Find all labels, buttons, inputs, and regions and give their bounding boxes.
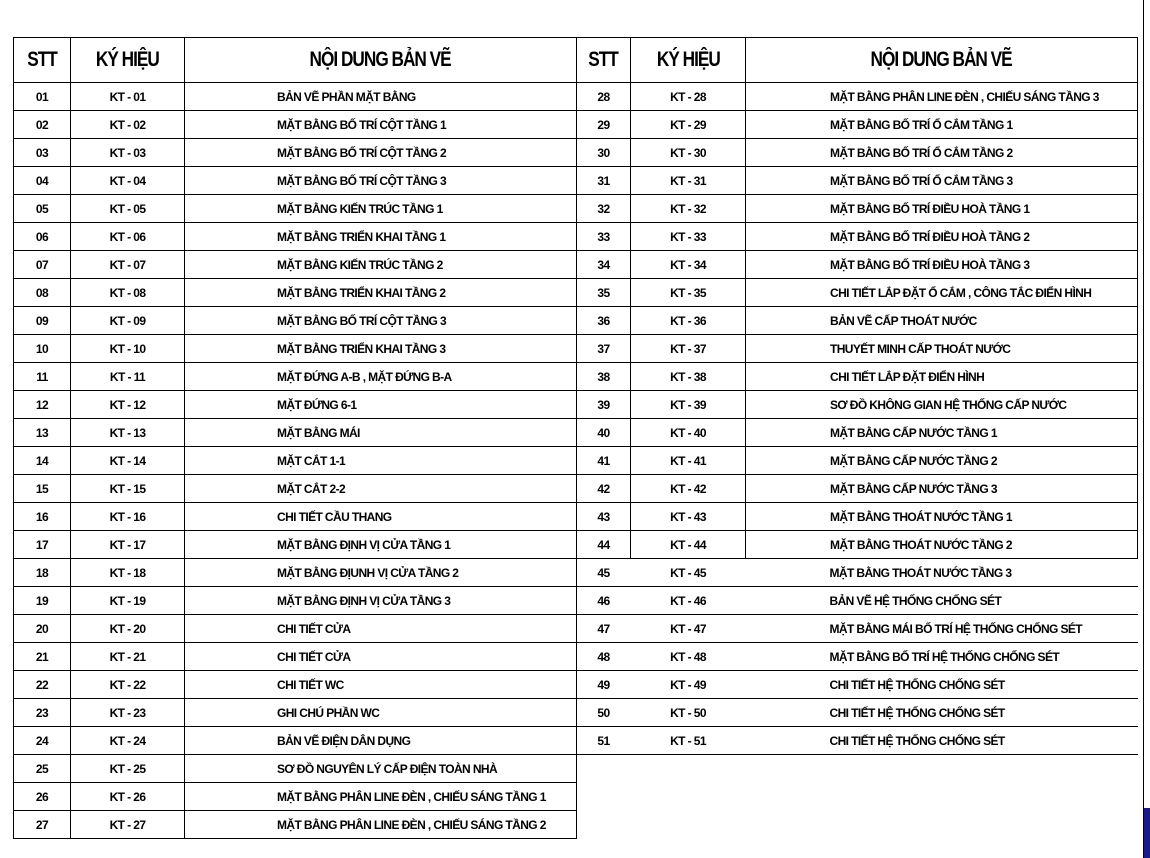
drawing-title: MẶT BẰNG CẤP NƯỚC TẦNG 3 xyxy=(746,475,1138,503)
drawing-title: CHI TIẾT CỬA xyxy=(185,615,577,643)
row-number: 08 xyxy=(14,279,71,307)
table-row xyxy=(14,615,577,643)
drawing-title: CHI TIẾT LẮP ĐẶT ĐIỂN HÌNH xyxy=(746,363,1138,391)
header-code-label: KÝ HIỆU xyxy=(656,48,720,71)
row-number: 51 xyxy=(577,727,631,755)
drawing-code: KT - 33 xyxy=(631,223,746,251)
drawing-title: MẶT BẰNG TRIỂN KHAI TẦNG 3 xyxy=(185,335,577,363)
table-row xyxy=(14,419,577,447)
drawing-title: GHI CHÚ PHẦN WC xyxy=(185,699,577,727)
drawing-title: MẶT BẰNG BỐ TRÍ CỘT TẦNG 3 xyxy=(185,167,577,195)
table-row xyxy=(577,587,1138,615)
drawing-code: KT - 37 xyxy=(631,335,746,363)
drawing-title: MẶT BẰNG ĐỊNH VỊ CỬA TẦNG 1 xyxy=(185,531,577,559)
table-row xyxy=(577,699,1138,727)
row-number: 41 xyxy=(577,447,631,475)
drawing-code: KT - 23 xyxy=(71,699,185,727)
header-content-label: NỘI DUNG BẢN VẼ xyxy=(309,48,452,71)
drawing-code: KT - 43 xyxy=(631,503,746,531)
drawing-title: MẶT ĐỨNG A-B , MẶT ĐỨNG B-A xyxy=(185,363,577,391)
row-number: 21 xyxy=(14,643,71,671)
row-number: 24 xyxy=(14,727,71,755)
table-row xyxy=(14,783,577,811)
table-row xyxy=(577,503,1138,531)
table-row xyxy=(577,363,1138,391)
row-number: 10 xyxy=(14,335,71,363)
header-row xyxy=(14,38,577,83)
table-row xyxy=(577,279,1138,307)
drawing-code: KT - 18 xyxy=(71,559,185,587)
table-row xyxy=(577,475,1138,503)
header-code-label: KÝ HIỆU xyxy=(96,48,159,71)
drawing-title: MẶT BẰNG BỐ TRÍ ĐIỀU HOÀ TẦNG 3 xyxy=(746,251,1138,279)
drawing-code: KT - 09 xyxy=(71,307,185,335)
drawing-code: KT - 12 xyxy=(71,391,185,419)
row-number: 12 xyxy=(14,391,71,419)
drawing-title: MẶT BẰNG BỐ TRÍ HỆ THỐNG CHỐNG SÉT xyxy=(746,643,1138,671)
drawing-code: KT - 03 xyxy=(71,139,185,167)
table-row xyxy=(14,503,577,531)
drawing-title: CHI TIẾT CỬA xyxy=(185,643,577,671)
row-number: 44 xyxy=(577,531,631,559)
table-row xyxy=(14,167,577,195)
drawing-code: KT - 44 xyxy=(631,531,746,559)
drawing-title: MẶT ĐỨNG 6-1 xyxy=(185,391,577,419)
header-content xyxy=(185,38,577,83)
table-row xyxy=(14,727,577,755)
table-row xyxy=(577,559,1138,587)
drawing-title: MẶT CẮT 1-1 xyxy=(185,447,577,475)
row-number: 31 xyxy=(577,167,631,195)
table-row xyxy=(14,363,577,391)
row-number: 05 xyxy=(14,195,71,223)
drawing-title: MẶT BẰNG THOÁT NƯỚC TẦNG 3 xyxy=(746,559,1138,587)
table-row xyxy=(577,111,1138,139)
drawing-code: KT - 14 xyxy=(71,447,185,475)
drawing-title: SƠ ĐỒ NGUYÊN LÝ CẤP ĐIỆN TOÀN NHÀ xyxy=(185,755,577,783)
drawing-title: MẶT BẰNG ĐỊUNH VỊ CỬA TẦNG 2 xyxy=(185,559,577,587)
header-stt xyxy=(14,38,71,83)
drawing-code: KT - 46 xyxy=(631,587,746,615)
row-number: 03 xyxy=(14,139,71,167)
table-row xyxy=(14,475,577,503)
row-number: 49 xyxy=(577,671,631,699)
table-row xyxy=(577,307,1138,335)
drawing-title: MẶT BẰNG BỐ TRÍ CỘT TẦNG 3 xyxy=(185,307,577,335)
drawing-title: BẢN VẼ ĐIỆN DÂN DỤNG xyxy=(185,727,577,755)
drawing-code: KT - 39 xyxy=(631,391,746,419)
table-row xyxy=(14,251,577,279)
row-number: 34 xyxy=(577,251,631,279)
drawing-title: CHI TIẾT HỆ THỐNG CHỐNG SÉT xyxy=(746,727,1138,755)
drawing-code: KT - 30 xyxy=(631,139,746,167)
drawing-title: MẶT BẰNG TRIỂN KHAI TẦNG 2 xyxy=(185,279,577,307)
drawing-code: KT - 36 xyxy=(631,307,746,335)
drawing-title: MẶT BẰNG BỐ TRÍ CỘT TẦNG 2 xyxy=(185,139,577,167)
drawing-title: MẶT BẰNG PHÂN LINE ĐÈN , CHIẾU SÁNG TẦNG 3 xyxy=(746,83,1138,111)
table-row xyxy=(577,139,1138,167)
drawing-title: CHI TIẾT WC xyxy=(185,671,577,699)
table-row xyxy=(577,83,1138,111)
header-stt-label: STT xyxy=(588,48,619,71)
drawing-code: KT - 40 xyxy=(631,419,746,447)
row-number: 35 xyxy=(577,279,631,307)
drawing-code: KT - 49 xyxy=(631,671,746,699)
drawing-code: KT - 05 xyxy=(71,195,185,223)
table-row xyxy=(14,587,577,615)
table-row xyxy=(577,671,1138,699)
table-row xyxy=(14,195,577,223)
row-number: 33 xyxy=(577,223,631,251)
drawing-code: KT - 38 xyxy=(631,363,746,391)
drawing-code: KT - 42 xyxy=(631,475,746,503)
drawing-code: KT - 10 xyxy=(71,335,185,363)
row-number: 23 xyxy=(14,699,71,727)
row-number: 06 xyxy=(14,223,71,251)
drawing-title: MẶT BẰNG MÁI xyxy=(185,419,577,447)
row-number: 02 xyxy=(14,111,71,139)
table-row xyxy=(14,559,577,587)
row-number: 13 xyxy=(14,419,71,447)
table-row xyxy=(14,83,577,111)
drawing-code: KT - 04 xyxy=(71,167,185,195)
table-row xyxy=(14,139,577,167)
drawing-title: MẶT BẰNG THOÁT NƯỚC TẦNG 2 xyxy=(746,531,1138,559)
row-number: 43 xyxy=(577,503,631,531)
table-row xyxy=(14,279,577,307)
drawing-code: KT - 27 xyxy=(71,811,185,839)
drawing-code: KT - 06 xyxy=(71,223,185,251)
table-row xyxy=(577,531,1138,559)
drawing-title: MẶT BẰNG PHÂN LINE ĐÈN , CHIẾU SÁNG TẦNG 1 xyxy=(185,783,577,811)
header-content xyxy=(746,38,1138,83)
row-number: 42 xyxy=(577,475,631,503)
drawing-title: BẢN VẼ PHẦN MẶT BẰNG xyxy=(185,83,577,111)
drawing-title: MẶT BẰNG ĐỊNH VỊ CỬA TẦNG 3 xyxy=(185,587,577,615)
drawing-title: BẢN VẼ CẤP THOÁT NƯỚC xyxy=(746,307,1138,335)
table-row xyxy=(14,111,577,139)
drawing-title: MẶT BẰNG CẤP NƯỚC TẦNG 1 xyxy=(746,419,1138,447)
row-number: 48 xyxy=(577,643,631,671)
row-number: 37 xyxy=(577,335,631,363)
header-stt xyxy=(577,38,631,83)
table-row xyxy=(14,811,577,839)
drawing-code: KT - 31 xyxy=(631,167,746,195)
drawing-title: MẶT BẰNG THOÁT NƯỚC TẦNG 1 xyxy=(746,503,1138,531)
header-code xyxy=(71,38,185,83)
drawing-title: MẶT BẰNG PHÂN LINE ĐÈN , CHIẾU SÁNG TẦNG 2 xyxy=(185,811,577,839)
drawing-code: KT - 51 xyxy=(631,727,746,755)
drawing-code: KT - 35 xyxy=(631,279,746,307)
drawing-title: MẶT BẰNG TRIỂN KHAI TẦNG 1 xyxy=(185,223,577,251)
drawing-title: CHI TIẾT HỆ THỐNG CHỐNG SÉT xyxy=(746,699,1138,727)
drawing-code: KT - 48 xyxy=(631,643,746,671)
row-number: 09 xyxy=(14,307,71,335)
drawing-title: MẶT BẰNG KIẾN TRÚC TẦNG 2 xyxy=(185,251,577,279)
drawing-code: KT - 32 xyxy=(631,195,746,223)
row-number: 14 xyxy=(14,447,71,475)
row-number: 01 xyxy=(14,83,71,111)
header-row xyxy=(577,38,1138,83)
header-stt-label: STT xyxy=(27,48,57,71)
drawing-title: MẶT BẰNG BỐ TRÍ CỘT TẦNG 1 xyxy=(185,111,577,139)
drawing-title: CHI TIẾT LẮP ĐẶT Ổ CẮM , CÔNG TẮC ĐIỂN HÌNH xyxy=(746,279,1138,307)
drawing-title: MẶT BẰNG BỐ TRÍ Ổ CẮM TẦNG 2 xyxy=(746,139,1138,167)
drawing-code: KT - 47 xyxy=(631,615,746,643)
table-row xyxy=(14,223,577,251)
row-number: 18 xyxy=(14,559,71,587)
drawing-code: KT - 29 xyxy=(631,111,746,139)
header-content-label: NỘI DUNG BẢN VẼ xyxy=(870,48,1013,71)
table-row xyxy=(14,335,577,363)
drawing-title: MẶT BẰNG BỐ TRÍ Ổ CẮM TẦNG 1 xyxy=(746,111,1138,139)
page-edge-line xyxy=(1143,0,1144,858)
row-number: 27 xyxy=(14,811,71,839)
table-row xyxy=(577,643,1138,671)
row-number: 11 xyxy=(14,363,71,391)
drawing-code: KT - 11 xyxy=(71,363,185,391)
table-row xyxy=(14,755,577,783)
table-row xyxy=(14,699,577,727)
row-number: 39 xyxy=(577,391,631,419)
row-number: 36 xyxy=(577,307,631,335)
row-number: 25 xyxy=(14,755,71,783)
table-row xyxy=(577,251,1138,279)
drawing-title: BẢN VẼ HỆ THỐNG CHỐNG SÉT xyxy=(746,587,1138,615)
table-row xyxy=(577,419,1138,447)
row-number: 30 xyxy=(577,139,631,167)
drawing-code: KT - 07 xyxy=(71,251,185,279)
drawing-code: KT - 15 xyxy=(71,475,185,503)
drawing-code: KT - 22 xyxy=(71,671,185,699)
drawing-code: KT - 13 xyxy=(71,419,185,447)
drawing-list-right xyxy=(576,37,1138,755)
drawing-code: KT - 45 xyxy=(631,559,746,587)
drawing-code: KT - 24 xyxy=(71,727,185,755)
table-row xyxy=(577,447,1138,475)
drawing-code: KT - 25 xyxy=(71,755,185,783)
drawing-title: THUYẾT MINH CẤP THOÁT NƯỚC xyxy=(746,335,1138,363)
table-row xyxy=(577,335,1138,363)
table-row xyxy=(14,391,577,419)
row-number: 32 xyxy=(577,195,631,223)
drawing-code: KT - 01 xyxy=(71,83,185,111)
table-row xyxy=(14,447,577,475)
drawing-title: MẶT CẮT 2-2 xyxy=(185,475,577,503)
drawing-code: KT - 21 xyxy=(71,643,185,671)
drawing-list-left xyxy=(13,37,577,839)
drawing-title: MẶT BẰNG KIẾN TRÚC TẦNG 1 xyxy=(185,195,577,223)
drawing-code: KT - 17 xyxy=(71,531,185,559)
drawing-code: KT - 16 xyxy=(71,503,185,531)
row-number: 38 xyxy=(577,363,631,391)
row-number: 15 xyxy=(14,475,71,503)
drawing-title: CHI TIẾT CẦU THANG xyxy=(185,503,577,531)
table-row xyxy=(14,671,577,699)
row-number: 19 xyxy=(14,587,71,615)
drawing-title: MẶT BẰNG BỐ TRÍ ĐIỀU HOÀ TẦNG 1 xyxy=(746,195,1138,223)
drawing-code: KT - 19 xyxy=(71,587,185,615)
table-row xyxy=(577,727,1138,755)
drawing-code: KT - 26 xyxy=(71,783,185,811)
table-row xyxy=(14,643,577,671)
drawing-title: MẶT BẰNG BỐ TRÍ Ổ CẮM TẦNG 3 xyxy=(746,167,1138,195)
row-number: 45 xyxy=(577,559,631,587)
table-row xyxy=(577,223,1138,251)
drawing-code: KT - 28 xyxy=(631,83,746,111)
row-number: 47 xyxy=(577,615,631,643)
row-number: 46 xyxy=(577,587,631,615)
row-number: 28 xyxy=(577,83,631,111)
row-number: 29 xyxy=(577,111,631,139)
header-code xyxy=(631,38,746,83)
drawing-title: MẶT BẰNG CẤP NƯỚC TẦNG 2 xyxy=(746,447,1138,475)
table-row xyxy=(14,307,577,335)
corner-mark xyxy=(1144,808,1150,858)
row-number: 22 xyxy=(14,671,71,699)
table-row xyxy=(577,615,1138,643)
drawing-code: KT - 50 xyxy=(631,699,746,727)
table-row xyxy=(577,391,1138,419)
row-number: 20 xyxy=(14,615,71,643)
drawing-code: KT - 34 xyxy=(631,251,746,279)
drawing-code: KT - 02 xyxy=(71,111,185,139)
table-row xyxy=(14,531,577,559)
drawing-title: MẶT BẰNG MÁI BỐ TRÍ HỆ THỐNG CHỐNG SÉT xyxy=(746,615,1138,643)
drawing-code: KT - 08 xyxy=(71,279,185,307)
row-number: 17 xyxy=(14,531,71,559)
drawing-title: MẶT BẰNG BỐ TRÍ ĐIỀU HOÀ TẦNG 2 xyxy=(746,223,1138,251)
table-row xyxy=(577,167,1138,195)
row-number: 26 xyxy=(14,783,71,811)
drawing-title: CHI TIẾT HỆ THỐNG CHỐNG SÉT xyxy=(746,671,1138,699)
drawing-code: KT - 20 xyxy=(71,615,185,643)
drawing-code: KT - 41 xyxy=(631,447,746,475)
row-number: 16 xyxy=(14,503,71,531)
row-number: 50 xyxy=(577,699,631,727)
table-row xyxy=(577,195,1138,223)
drawing-title: SƠ ĐỒ KHÔNG GIAN HỆ THỐNG CẤP NƯỚC xyxy=(746,391,1138,419)
row-number: 40 xyxy=(577,419,631,447)
row-number: 04 xyxy=(14,167,71,195)
row-number: 07 xyxy=(14,251,71,279)
